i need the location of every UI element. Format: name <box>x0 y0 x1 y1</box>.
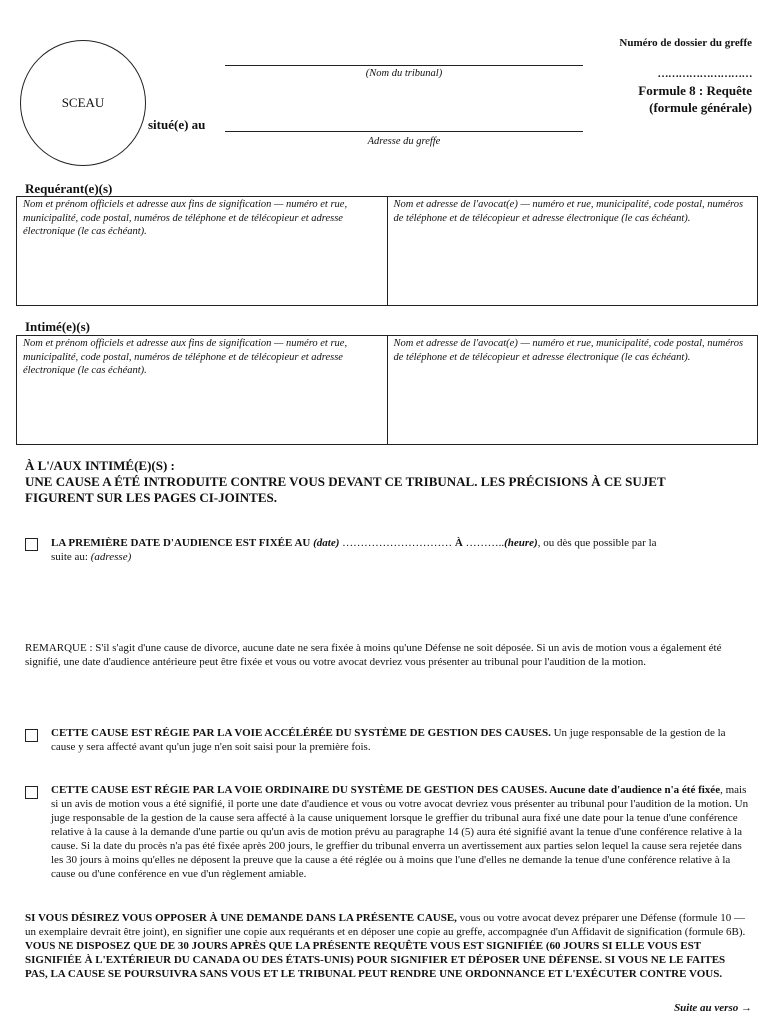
applicants-table <box>16 196 758 306</box>
respondent-lawyer-cell[interactable]: Nom et adresse de l'avocat(e) — numéro et rue, municipalité, code postal, numéros de téléphone et de télécopieur et adresse électronique (le cas échéant). <box>387 336 758 444</box>
no-hearing-date-bold: Aucune date d'audience n'a été fixée <box>547 784 721 796</box>
first-hearing-text <box>51 536 751 564</box>
fast-track-text <box>51 726 751 754</box>
fast-track-bold: CETTE CAUSE EST RÉGIE PAR LA VOIE ACCÉLÉRÉE DU SYSTÈME DE GESTION DES CAUSES. <box>51 727 551 739</box>
closing-body: vous ou votre avocat devez préparer une Défense (formule 10 — un exemplaire devrait être joint), en signifier une copie aux requérants et en déposer une copie au greffe, accompagnée d'un Affidavit de signification (formule 6B). <box>25 912 746 938</box>
applicants-heading: Requérant(e)(s) <box>25 181 113 196</box>
standard-track-text <box>51 783 751 881</box>
first-hearing-line2: suite au: <box>51 551 91 563</box>
closing-text <box>25 911 750 981</box>
address-caption[interactable]: (adresse) <box>90 551 132 563</box>
seal-circle <box>20 40 146 166</box>
closing-bold-2: VOUS NE DISPOSEZ QUE DE 30 JOURS APRÈS QUE LA PRÉSENTE REQUÊTE VOUS EST SIGNIFIÉE (60 JOURS SI ELLE VOUS EST SIGNIFIÉE À L'EXTÉRIEUR DU CANADA OU DES ÉTATS-UNIS) POUR SIGNIFIER ET DÉPOSER UNE DÉFENSE. SI VOUS NE LE FAITES PAS, LA CAUSE SE POURSUIVRA SANS VOUS ET LE TRIBUNAL PEUT RENDRE UNE ORDONNANCE ET L'EXÉCUTER CONTRE VOUS. <box>25 940 726 980</box>
first-hearing-rest: , ou dès que possible par la <box>537 537 657 549</box>
first-hearing-checkbox[interactable] <box>25 538 38 551</box>
at-label: À <box>454 537 463 549</box>
court-name-line[interactable] <box>225 65 583 66</box>
standard-track-body: , mais si un avis de motion vous a été signifié, il porte une date d'audience et vous ou votre avocat devriez vous présenter au tribunal pour l'audition de la motion. Un juge responsable de la gestion de la cause sera affecté à la cause uniquement lorsque le greffier du tribunal aura fixé une date pour la tenue d'une conférence relative à la cause à la demande d'une partie ou qu'un avis de motion prévu au paragraphe 14 (5) aura été signifié avant la tenue d'une conférence relative à la cause. Si la date du procès n'a pas été fixée après 200 jours, le greffier du tribunal enverra un avertissement aux parties selon lequel la cause sera rejetée dans les 30 jours à moins qu'elles ne déposent la preuve que la cause a été réglée ou à moins que l'une d'elles ne demande la tenue d'une conférence relative à la cause ou d'une conférence en vue d'un règlement amiable. <box>51 784 749 880</box>
time-field[interactable]: ……….. <box>462 537 505 549</box>
respondents-table <box>16 335 758 445</box>
notice-line-2: FIGURENT SUR LES PAGES CI-JOINTES. <box>25 490 277 505</box>
closing-bold-1: SI VOUS DÉSIREZ VOUS OPPOSER À UNE DEMANDE DANS LA PRÉSENTE CAUSE, <box>25 912 457 924</box>
time-caption: (heure) <box>504 537 538 549</box>
file-number-label: Numéro de dossier du greffe <box>619 37 752 49</box>
court-name-caption: (Nom du tribunal) <box>365 68 443 79</box>
date-field[interactable]: ………………………… <box>339 537 455 549</box>
located-at-label: situé(e) au <box>148 117 206 132</box>
date-caption: (date) <box>313 537 340 549</box>
form-title: Formule 8 : Requête <box>638 83 752 98</box>
notice-line-1: UNE CAUSE A ÉTÉ INTRODUITE CONTRE VOUS DEVANT CE TRIBUNAL. LES PRÉCISIONS À CE SUJET <box>25 474 666 489</box>
standard-track-bold: CETTE CAUSE EST RÉGIE PAR LA VOIE ORDINAIRE DU SYSTÈME DE GESTION DES CAUSES. <box>51 784 548 796</box>
file-number-field[interactable]: ……………………… <box>657 68 752 80</box>
fast-track-body: Un juge responsable de la gestion de la cause y sera affecté avant qu'un juge n'en soit saisi pour la première fois. <box>51 727 726 753</box>
court-address-line[interactable] <box>225 131 583 132</box>
form-subtitle: (formule générale) <box>649 100 752 115</box>
applicant-identity-cell[interactable]: Nom et prénom officiels et adresse aux fins de signification — numéro et rue, municipalité, code postal, numéros de téléphone et de télécopieur et adresse électronique (le cas échéant). <box>23 199 348 237</box>
continued-on-back: Suite au verso → <box>674 1002 752 1014</box>
notice-recipient: À L'/AUX INTIMÉ(E)(S) : <box>25 458 175 473</box>
respondents-heading: Intimé(e)(s) <box>25 319 90 334</box>
applicant-lawyer-cell[interactable]: Nom et adresse de l'avocat(e) — numéro et rue, municipalité, code postal, numéros de téléphone et de télécopieur et adresse électronique (le cas échéant). <box>387 197 758 305</box>
seal-label: SCEAU <box>61 95 105 110</box>
first-hearing-bold: LA PREMIÈRE DATE D'AUDIENCE EST FIXÉE AU <box>51 537 311 549</box>
respondent-identity-cell[interactable]: Nom et prénom officiels et adresse aux fins de signification — numéro et rue, municipalité, code postal, numéros de téléphone et de télécopieur et adresse électronique (le cas échéant). <box>23 338 348 376</box>
standard-track-checkbox[interactable] <box>25 786 38 799</box>
remark-text: REMARQUE : S'il s'agit d'une cause de divorce, aucune date ne sera fixée à moins qu'une Défense ne soit déposée. Si un avis de motion vous a également été signifié, une date d'audience antérieure peut être fixée et vous ou votre avocat devriez vous présenter au tribunal pour l'audition de la motion. <box>25 642 722 668</box>
fast-track-checkbox[interactable] <box>25 729 38 742</box>
court-address-caption: Adresse du greffe <box>367 136 441 147</box>
